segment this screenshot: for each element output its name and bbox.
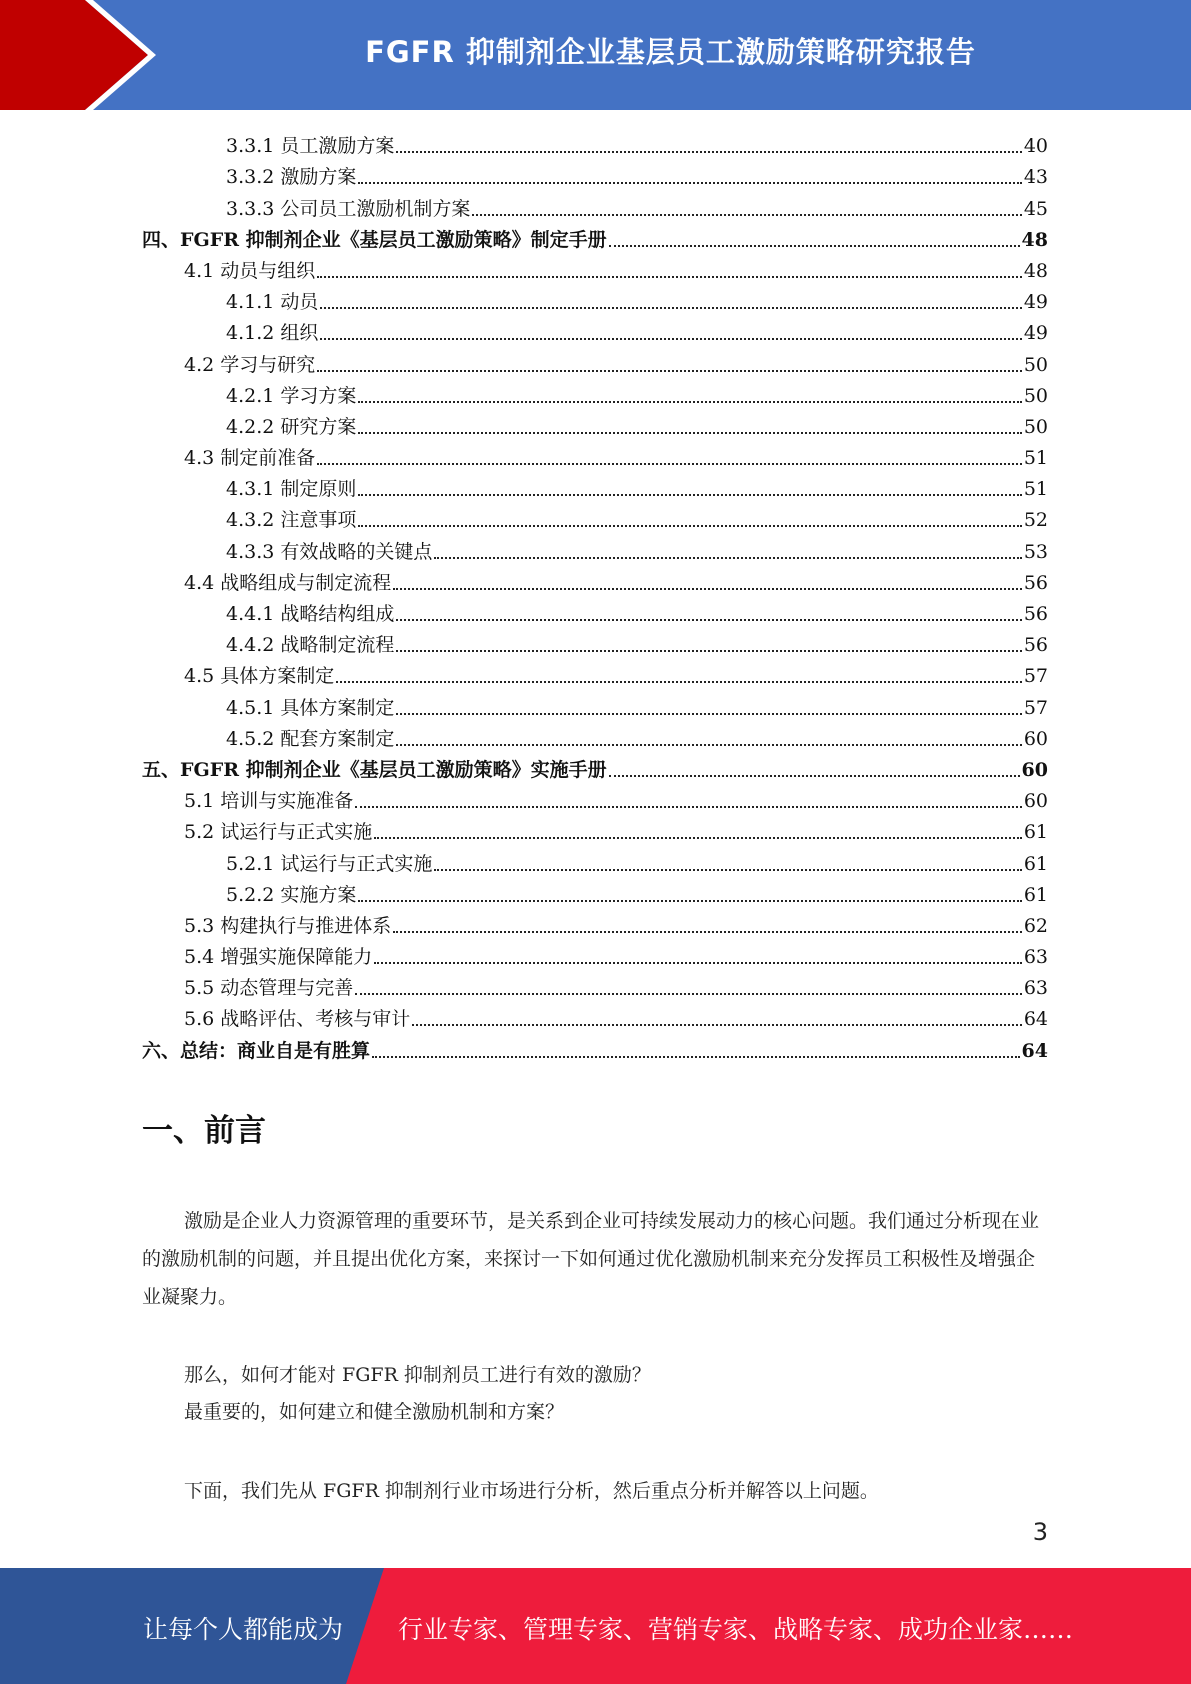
toc-entry-label: 3.3.3 公司员工激励机制方案 [226,197,471,220]
toc-leader-dots [336,681,1022,683]
toc-entry[interactable] [142,315,1048,346]
toc-entry-label: 4.2.2 研究方案 [226,415,357,438]
toc-leader-dots [317,463,1022,465]
toc-entry-page: 48 [1021,228,1048,251]
intro-paragraph: 激励是企业人力资源管理的重要环节，是关系到企业可持续发展动力的核心问题。我们通过分析现在业的激励机制的问题，并且提出优化方案，来探讨一下如何通过优化激励机制来充分发挥员工积极性及增强企业凝聚力。 [142,1210,1040,1308]
section-title: 一、前言 [142,1113,266,1149]
page-number: 3 [1032,1518,1048,1546]
toc-entry-label: 5.2.1 试运行与正式实施 [226,852,433,875]
toc-entry[interactable] [142,689,1048,720]
header-title: FGFR 抑制剂企业基层员工激励策略研究报告 [365,35,976,69]
toc-entry-page: 60 [1023,727,1048,750]
toc-entry-label: 5.1 培训与实施准备 [184,790,354,813]
toc-entry-page: 50 [1023,415,1048,438]
toc-entry[interactable] [142,502,1048,533]
page-footer [0,1568,1191,1684]
toc-leader-dots [358,182,1021,184]
toc-entry[interactable] [142,721,1048,752]
toc-entry-page: 56 [1023,571,1048,594]
header-red-chevron [0,0,148,110]
toc-leader-dots [396,151,1021,153]
toc-entry-page: 62 [1023,914,1048,937]
footer-slogan-right: 行业专家、管理专家、营销专家、战略专家、成功企业家…… [398,1615,1074,1644]
toc-entry-label: 4.5 具体方案制定 [184,665,335,688]
toc-entry-page: 51 [1023,447,1048,470]
toc-entry-page: 40 [1023,135,1048,158]
toc-entry[interactable] [142,565,1048,596]
toc-entry-page: 63 [1023,977,1048,1000]
toc-leader-dots [374,837,1022,839]
toc-entry-label: 4.4.1 战略结构组成 [226,603,395,625]
toc-entry[interactable] [142,970,1048,1001]
toc-entry[interactable] [142,939,1048,970]
toc-entry-page: 48 [1023,259,1048,282]
toc-entry-label: 4.3.2 注意事项 [226,509,357,532]
question-line-2: 最重要的，如何建立和健全激励机制和方案？ [184,1401,565,1423]
toc-entry[interactable] [142,783,1048,814]
toc-entry[interactable] [142,440,1048,471]
toc-leader-dots [434,869,1021,871]
toc-entry[interactable] [142,128,1048,159]
toc-leader-dots [320,338,1021,340]
toc-leader-dots [358,432,1021,434]
toc-entry-page: 61 [1023,883,1048,906]
toc-entry-page: 56 [1023,603,1048,625]
toc-leader-dots [396,713,1021,715]
closing-line: 下面，我们先从 FGFR 抑制剂行业市场进行分析，然后重点分析并解答以上问题。 [184,1480,879,1502]
toc-entry-label: 4.4 战略组成与制定流程 [184,571,392,594]
toc-entry-page: 57 [1023,696,1048,719]
toc-entry-label: 4.4.2 战略制定流程 [226,634,395,657]
toc-leader-dots [609,775,1020,777]
toc-entry-page: 57 [1023,665,1048,688]
toc-entry[interactable] [142,658,1048,689]
toc-entry-page: 51 [1023,478,1048,501]
toc-entry[interactable] [142,596,1048,627]
toc-leader-dots [472,214,1021,216]
toc-leader-dots [372,1056,1020,1058]
toc-leader-dots [358,401,1021,403]
toc-entry[interactable] [142,627,1048,658]
toc-entry-page: 45 [1023,197,1048,220]
toc-entry[interactable] [142,471,1048,502]
toc-entry-page: 64 [1023,1008,1048,1031]
toc-entry-label: 5.2 试运行与正式实施 [184,821,373,844]
toc-leader-dots [396,650,1021,652]
toc-entry-label: 4.5.2 配套方案制定 [226,727,395,750]
toc-entry-label: 4.3.3 有效战略的关键点 [226,540,433,563]
toc-leader-dots [355,806,1022,808]
toc-leader-dots [412,1024,1022,1026]
toc-entry[interactable] [142,908,1048,939]
toc-entry[interactable] [142,1032,1048,1063]
toc-entry[interactable] [142,190,1048,221]
toc-leader-dots [358,900,1021,902]
toc-entry[interactable] [142,877,1048,908]
toc-entry-label: 4.1.2 组织 [226,322,319,345]
toc-entry-label: 4.3 制定前准备 [184,447,316,470]
toc-leader-dots [317,276,1022,278]
toc-entry[interactable] [142,346,1048,377]
toc-entry[interactable] [142,845,1048,876]
toc-leader-dots [393,588,1022,590]
toc-entry-page: 60 [1021,758,1048,781]
footer-slogan-left: 让每个人都能成为 [143,1615,344,1644]
toc-entry-label: 五、FGFR 抑制剂企业《基层员工激励策略》实施手册 [142,758,607,781]
toc-entry[interactable] [142,378,1048,409]
toc-leader-dots [317,370,1022,372]
page-header [0,0,1191,110]
toc-leader-dots [320,307,1021,309]
toc-entry-label: 4.1.1 动员 [226,291,319,314]
toc-entry[interactable] [142,533,1048,564]
toc-entry[interactable] [142,752,1048,783]
toc-entry-page: 50 [1023,353,1048,376]
toc-entry-page: 61 [1023,852,1048,875]
toc-entry-page: 49 [1023,322,1048,345]
toc-entry-page: 56 [1023,634,1048,657]
toc-entry-label: 六、总结：商业自是有胜算 [142,1039,371,1062]
toc-entry[interactable] [142,1001,1048,1032]
toc-leader-dots [396,619,1021,621]
toc-entry-page: 50 [1023,384,1048,407]
toc-entry-label: 5.2.2 实施方案 [226,883,357,906]
toc-entry-label: 4.5.1 具体方案制定 [226,696,395,719]
toc-entry-page: 53 [1023,540,1048,563]
toc-leader-dots [358,494,1021,496]
toc-entry-page: 49 [1023,291,1048,314]
toc-entry-page: 43 [1023,166,1048,189]
toc-entry-label: 4.2.1 学习方案 [226,384,357,407]
toc-leader-dots [609,245,1020,247]
toc-entry[interactable] [142,253,1048,284]
toc-entry-label: 3.3.1 员工激励方案 [226,135,395,158]
toc-entry-page: 61 [1023,821,1048,844]
toc-entry-label: 5.4 增强实施保障能力 [184,946,373,969]
toc-entry-label: 4.3.1 制定原则 [226,478,357,501]
toc-leader-dots [358,525,1021,527]
toc-leader-dots [396,744,1021,746]
toc-entry-page: 52 [1023,509,1048,532]
question-line-1: 那么，如何才能对 FGFR 抑制剂员工进行有效的激励？ [184,1364,651,1386]
toc-entry-label: 5.5 动态管理与完善 [184,977,354,1000]
toc-leader-dots [374,962,1022,964]
toc-entry[interactable] [142,222,1048,253]
toc-entry-label: 4.1 动员与组织 [184,259,316,282]
toc-entry[interactable] [142,284,1048,315]
toc-entry-label: 4.2 学习与研究 [184,353,316,376]
toc-entry[interactable] [142,814,1048,845]
toc-leader-dots [434,557,1021,559]
toc-entry-label: 5.6 战略评估、考核与审计 [184,1008,411,1031]
toc-entry-page: 64 [1021,1039,1048,1062]
toc-entry-label: 四、FGFR 抑制剂企业《基层员工激励策略》制定手册 [142,228,607,251]
toc-entry-label: 5.3 构建执行与推进体系 [184,914,392,937]
table-of-contents [142,128,1048,1064]
toc-entry-label: 3.3.2 激励方案 [226,166,357,189]
toc-leader-dots [393,931,1022,933]
toc-leader-dots [355,993,1022,995]
toc-entry-page: 63 [1023,946,1048,969]
toc-entry[interactable] [142,159,1048,190]
toc-entry-page: 60 [1023,790,1048,813]
toc-entry[interactable] [142,409,1048,440]
